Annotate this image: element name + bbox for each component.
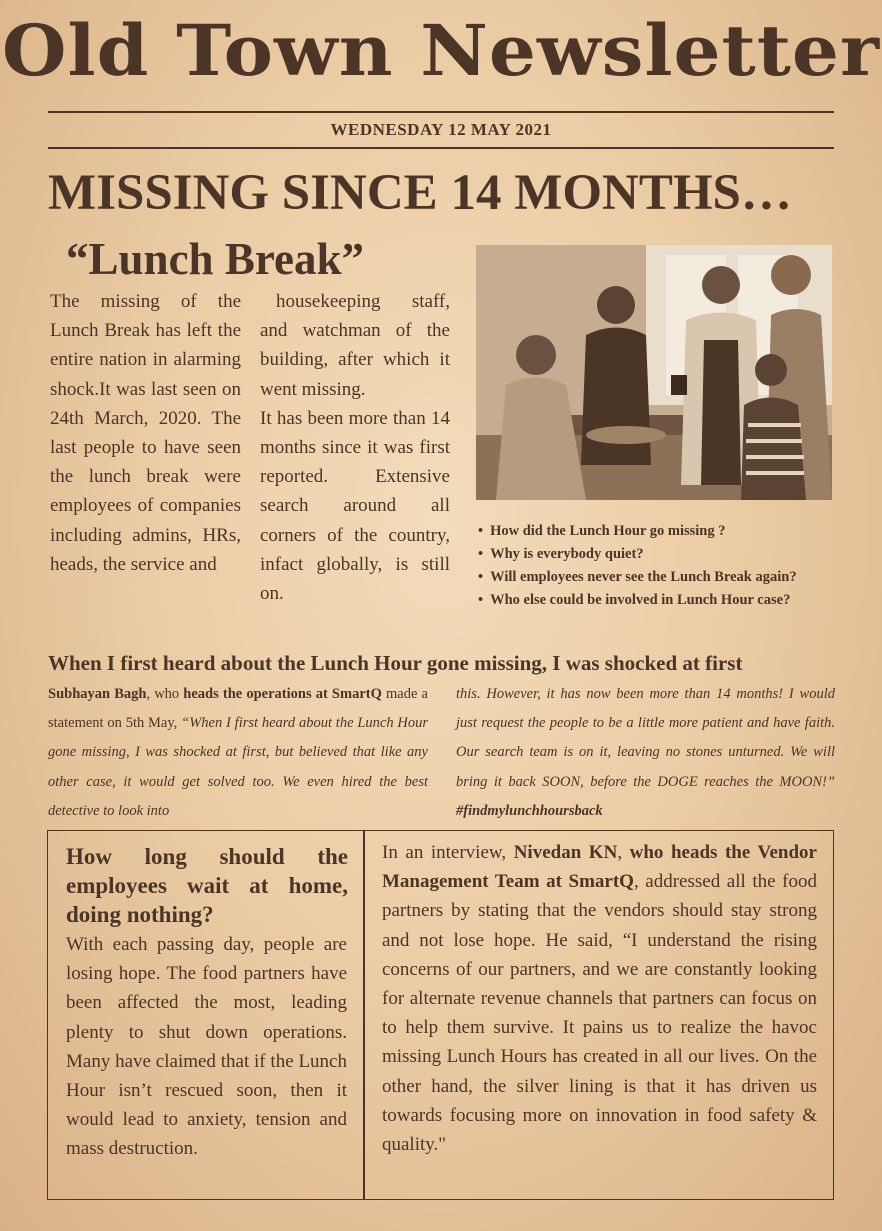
office-team-photo [476, 245, 832, 500]
statement-intro: made a statement on 5th May, [48, 686, 428, 732]
main-headline: MISSING SINCE 14 MONTHS… [48, 165, 792, 221]
box-right-lead: In an interview, [382, 842, 514, 863]
list-item: • How did the Lunch Hour go missing ? [478, 520, 838, 543]
article-column-1: The missing of the Lunch Break has left the entire nation in alarming shock.It was last seen on 24th March, 2020. The last people to have seen the lunch break were employees of companies including admins, HRs, heads, the service and [50, 291, 241, 575]
sub-headline: “Lunch Break” [66, 234, 364, 284]
statement-separator: , who [146, 686, 184, 702]
speaker-role: heads the operations at SmartQ [183, 686, 382, 702]
question-list [478, 520, 838, 612]
box-right-text: , addressed all the food partners by stating that the vendors should stay strong and not lose hope. He said, “I understand the rising concerns of our partners, and we are constantly looking for alternate revenue channels that partners can focus on to help them survive. It pains us to realize the havoc missing Lunch Hours has created in all our lives. On the other hand, the silver lining is that it has driven us towards focusing more on innovation in food safety & quality." [382, 871, 817, 1156]
statement-column-right [456, 680, 835, 826]
box-left-heading-line: How long should the [66, 844, 348, 869]
article-column-2-para-1: housekeeping staff, and watchman of the building, after which it went missing. [260, 291, 450, 400]
box-right-body [382, 838, 817, 1159]
hashtag: #findmylunchhoursback [456, 802, 603, 819]
list-item: • Will employees never see the Lunch Break again? [478, 566, 838, 589]
statement-quote-left: “When I first heard about the Lunch Hour gone missing, I was shocked at first, but believed that like any other case, it would get solved too. We even hired the best detective to look into [48, 715, 428, 819]
masthead-rule-bottom [48, 147, 834, 149]
masthead-rule-top [48, 111, 834, 113]
speaker-name: Subhayan Bagh [48, 686, 147, 702]
section-heading: When I first heard about the Lunch Hour gone missing, I was shocked at first [48, 651, 743, 675]
box-divider [363, 831, 365, 1200]
interviewee-name: Nivedan KN [513, 842, 618, 863]
box-left-body: With each passing day, people are losing hope. The food partners have been affected the most, leading plenty to shut down operations. Many have claimed that if the Lunch Hour isn’t rescued soon, then it would lead to anxiety, tension and mass destruction. [66, 934, 347, 1160]
statement-quote-right: this. However, it has now been more than 14 months! I would just request the people to be a little more patient and have faith. Our search team is on it, leaving no stones unturned. We will bring it back SOON, before the DOGE reaches the MOON!” [456, 686, 835, 790]
issue-date: WEDNESDAY 12 MAY 2021 [330, 120, 552, 139]
masthead-title: Old Town Newsletter [2, 10, 880, 92]
box-left-heading-line: doing nothing? [66, 902, 214, 927]
statement-column-left [48, 680, 428, 826]
article-column-2-para-2: It has been more than 14 months since it was first reported. Extensive search around all corners of the country, infact globally, is still on. [260, 407, 450, 605]
box-left-heading-line: employees wait at home, [66, 873, 348, 898]
interviewee-role: who heads the Vendor Management Team at SmartQ [382, 842, 817, 893]
box-right-separator: , [617, 842, 630, 863]
box-left-heading [66, 842, 348, 929]
article-column-2 [260, 287, 450, 608]
list-item: • Why is everybody quiet? [478, 543, 838, 566]
list-item: • Who else could be involved in Lunch Hour case? [478, 589, 838, 612]
